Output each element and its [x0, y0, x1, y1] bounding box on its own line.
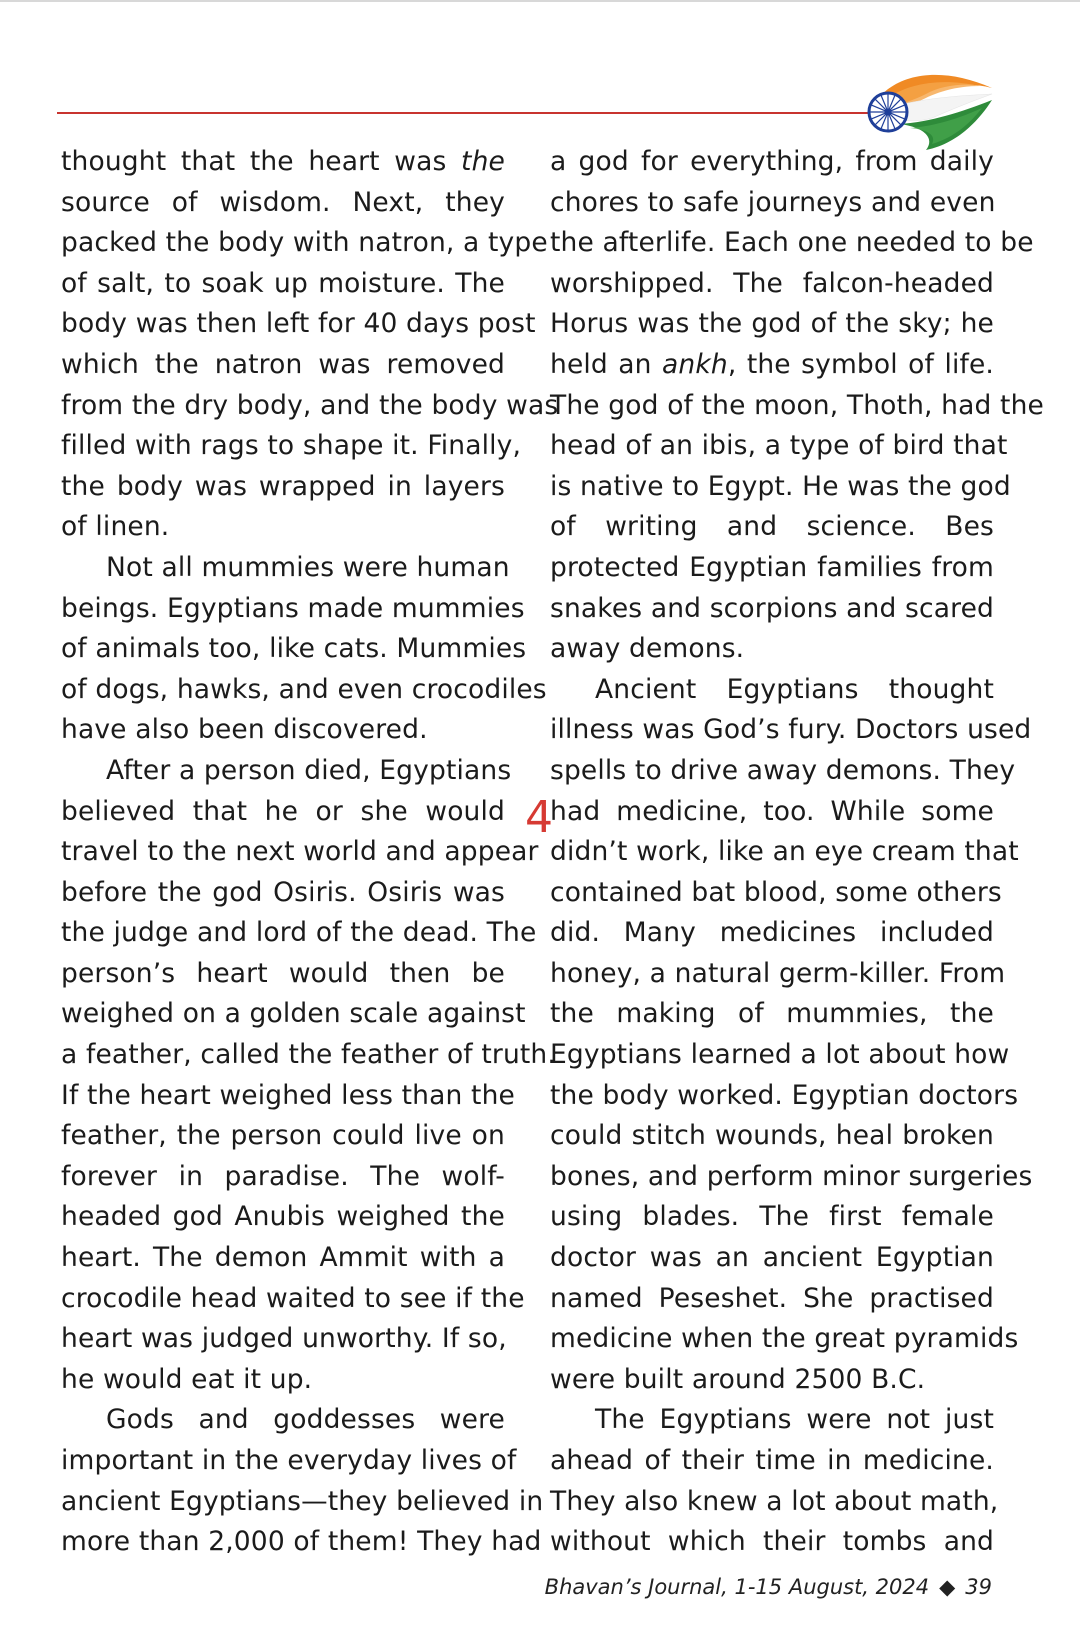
- text-line-content: did. Many medicines included: [550, 917, 994, 949]
- text-line-content: have also been discovered.: [61, 714, 428, 746]
- text-line-content: believed that he or she would: [61, 795, 505, 827]
- text-line: [61, 629, 527, 670]
- text-line-content: away demons.: [550, 633, 745, 665]
- text-line: [550, 223, 1034, 264]
- text-line-content: of linen.: [61, 511, 170, 543]
- text-line-content: After a person died, Egyptians: [106, 754, 512, 786]
- text-line: [550, 507, 994, 548]
- text-line: [550, 1482, 999, 1523]
- text-line-content: a god for everything, from daily: [550, 146, 994, 177]
- page-top-border: [0, 0, 1080, 2]
- text-line: [550, 751, 1016, 792]
- text-line-content: the afterlife. Each one needed to be: [550, 227, 1034, 259]
- text-line-content: named Peseshet. She practised: [550, 1282, 994, 1314]
- text-line-content: forever in paradise. The wolf-: [61, 1160, 505, 1192]
- text-line: [61, 386, 559, 427]
- text-line-content: heart. The demon Ammit with a: [61, 1242, 505, 1274]
- text-line: [61, 994, 526, 1035]
- text-line-content: bones, and perform minor surgeries: [550, 1160, 1033, 1192]
- text-line-content: is native to Egypt. He was the god: [550, 470, 1011, 502]
- text-line-content: medicine when the great pyramids: [550, 1323, 1019, 1355]
- text-line-content: packed the body with natron, a type: [61, 227, 548, 259]
- text-line: [61, 1157, 505, 1198]
- text-line: [61, 913, 537, 954]
- text-line-content: which the natron was removed: [61, 348, 505, 380]
- text-line-content: The god of the moon, Thoth, had the: [550, 389, 1044, 421]
- text-line: [61, 751, 512, 792]
- text-line: [61, 792, 505, 833]
- page-marker: 4: [525, 792, 553, 843]
- footer-separator: ◆: [939, 1575, 956, 1599]
- text-line-content: could stitch wounds, heal broken: [550, 1120, 994, 1152]
- text-line-content: heart was judged unworthy. If so,: [61, 1323, 507, 1355]
- text-line: [550, 710, 1032, 751]
- text-line: [61, 507, 505, 548]
- text-line: [550, 832, 1019, 873]
- text-line: [550, 548, 994, 589]
- text-line-content: If the heart weighed less than the: [61, 1079, 515, 1111]
- text-line: [550, 467, 1011, 508]
- text-line: [61, 1197, 505, 1238]
- text-line: [550, 1157, 1033, 1198]
- text-line: [550, 1319, 1019, 1360]
- text-line: [61, 183, 505, 224]
- text-line: [550, 1076, 1019, 1117]
- text-line-content: head of an ibis, a type of bird that: [550, 430, 1008, 462]
- text-line: [550, 792, 994, 833]
- text-line: [61, 1360, 505, 1401]
- right-text-column: [550, 142, 1044, 1563]
- text-line: [550, 994, 994, 1035]
- text-line: [550, 304, 994, 345]
- text-line-content: using blades. The first female: [550, 1201, 994, 1233]
- text-line-content: filled with rags to shape it. Finally,: [61, 430, 522, 462]
- text-line: [61, 264, 505, 305]
- header-rule: [57, 112, 877, 114]
- text-line-content: body was then left for 40 days post: [61, 308, 536, 340]
- text-line-content: protected Egyptian families from: [550, 551, 994, 583]
- indian-flag-wave-icon: [852, 66, 1002, 152]
- emphasized-word: the: [461, 146, 505, 177]
- text-line: [61, 1279, 525, 1320]
- text-line-content: Ancient Egyptians thought: [595, 673, 994, 705]
- text-line: [550, 1441, 994, 1482]
- text-line-content: important in the everyday lives of: [61, 1445, 517, 1476]
- text-line-content: Gods and goddesses were: [106, 1404, 505, 1436]
- text-line-content: headed god Anubis weighed the: [61, 1201, 505, 1233]
- text-line: [550, 142, 994, 183]
- text-line: [550, 1360, 994, 1401]
- text-line-content: They also knew a lot about math,: [550, 1485, 999, 1517]
- text-line-content: beings. Egyptians made mummies: [61, 592, 525, 624]
- text-line-content: didn’t work, like an eye cream that: [550, 836, 1019, 868]
- text-line: [61, 1522, 542, 1563]
- text-line: [550, 1035, 1010, 1076]
- text-line: [550, 386, 1044, 427]
- text-line: [61, 426, 522, 467]
- text-line: [61, 1116, 505, 1157]
- text-line: [61, 1441, 517, 1482]
- text-line: [61, 832, 539, 873]
- text-line-content: thought that the heart was: [61, 146, 462, 177]
- text-line-content: the making of mummies, the: [550, 998, 994, 1030]
- text-line: [550, 873, 1002, 914]
- text-line-content: chores to safe journeys and even: [550, 186, 996, 218]
- text-line-content: held an: [550, 348, 663, 380]
- text-line-content: ahead of their time in medicine.: [550, 1445, 994, 1476]
- text-line-content: honey, a natural germ-killer. From: [550, 957, 1006, 989]
- text-line: [61, 670, 547, 711]
- text-line: [61, 467, 505, 508]
- text-line-content: illness was God’s fury. Doctors used: [550, 714, 1032, 746]
- text-line-content: travel to the next world and appear: [61, 836, 539, 868]
- text-line-content: of salt, to soak up moisture. The: [61, 267, 505, 299]
- text-line: [550, 264, 994, 305]
- text-line-content: the body worked. Egyptian doctors: [550, 1079, 1019, 1111]
- text-line-content: spells to drive away demons. They: [550, 754, 1016, 786]
- text-line: [61, 1076, 515, 1117]
- text-line-content: of writing and science. Bes: [550, 511, 994, 543]
- text-line: [550, 183, 994, 224]
- text-line: [61, 873, 505, 914]
- text-line-content: crocodile head waited to see if the: [61, 1282, 525, 1314]
- text-line-content: snakes and scorpions and scared: [550, 592, 994, 624]
- text-line-content: without which their tombs and: [550, 1526, 994, 1558]
- text-line: [61, 710, 505, 751]
- text-line-content: the judge and lord of the dead. The: [61, 917, 537, 949]
- emphasized-word: ankh: [662, 348, 728, 380]
- text-line: [61, 1035, 556, 1076]
- text-line-content: more than 2,000 of them! They had: [61, 1526, 542, 1558]
- text-line: [61, 1400, 505, 1441]
- footer-page-number: 39: [965, 1575, 992, 1599]
- text-line-content: contained bat blood, some others: [550, 876, 1002, 908]
- left-text-column: [61, 142, 559, 1563]
- text-line-content: Not all mummies were human: [106, 551, 510, 583]
- text-line: [550, 629, 994, 670]
- text-line-content: person’s heart would then be: [61, 957, 505, 989]
- footer: [545, 1575, 992, 1599]
- text-line: [550, 589, 994, 630]
- text-line-content: doctor was an ancient Egyptian: [550, 1242, 994, 1274]
- text-line-content: Horus was the god of the sky; he: [550, 308, 994, 340]
- text-line: [550, 345, 994, 386]
- text-line-content: ancient Egyptians—they believed in: [61, 1485, 544, 1517]
- text-line-content: before the god Osiris. Osiris was: [61, 876, 505, 908]
- text-line-content: source of wisdom. Next, they: [61, 186, 505, 218]
- text-line: [61, 589, 525, 630]
- text-line-content: were built around 2500 B.C.: [550, 1363, 926, 1395]
- text-line: [550, 426, 1008, 467]
- text-line: [550, 1279, 994, 1320]
- text-line: [550, 913, 994, 954]
- text-line-content: the body was wrapped in layers: [61, 470, 505, 502]
- text-line: [550, 1400, 994, 1441]
- text-line-content: from the dry body, and the body was: [61, 389, 559, 421]
- text-line-content: he would eat it up.: [61, 1363, 313, 1395]
- text-line: [550, 954, 1006, 995]
- text-line: [61, 548, 510, 589]
- text-line: [61, 345, 505, 386]
- text-line-content: of animals too, like cats. Mummies: [61, 633, 527, 665]
- text-line: [550, 670, 994, 711]
- text-line-content: worshipped. The falcon-headed: [550, 267, 994, 299]
- text-line: [61, 142, 505, 183]
- text-line-continuation: , the symbol of life.: [727, 348, 994, 380]
- text-line-content: The Egyptians were not just: [595, 1404, 994, 1436]
- text-line-content: weighed on a golden scale against: [61, 998, 526, 1030]
- text-line-content: of dogs, hawks, and even crocodiles: [61, 673, 547, 705]
- text-line: [550, 1116, 994, 1157]
- text-line: [61, 954, 505, 995]
- footer-journal: Bhavan’s Journal, 1-15 August, 2024: [544, 1575, 930, 1599]
- text-line: [550, 1197, 994, 1238]
- text-line: [61, 304, 536, 345]
- text-line: [550, 1238, 994, 1279]
- text-line-content: had medicine, too. While some: [550, 795, 994, 827]
- text-line: [61, 1482, 544, 1523]
- text-line-content: a feather, called the feather of truth.: [61, 1039, 556, 1071]
- text-line: [61, 223, 548, 264]
- text-line: [61, 1238, 505, 1279]
- text-line-content: feather, the person could live on: [61, 1120, 505, 1152]
- text-line: [61, 1319, 505, 1360]
- text-line: [550, 1522, 994, 1563]
- text-line-content: Egyptians learned a lot about how: [550, 1039, 1010, 1071]
